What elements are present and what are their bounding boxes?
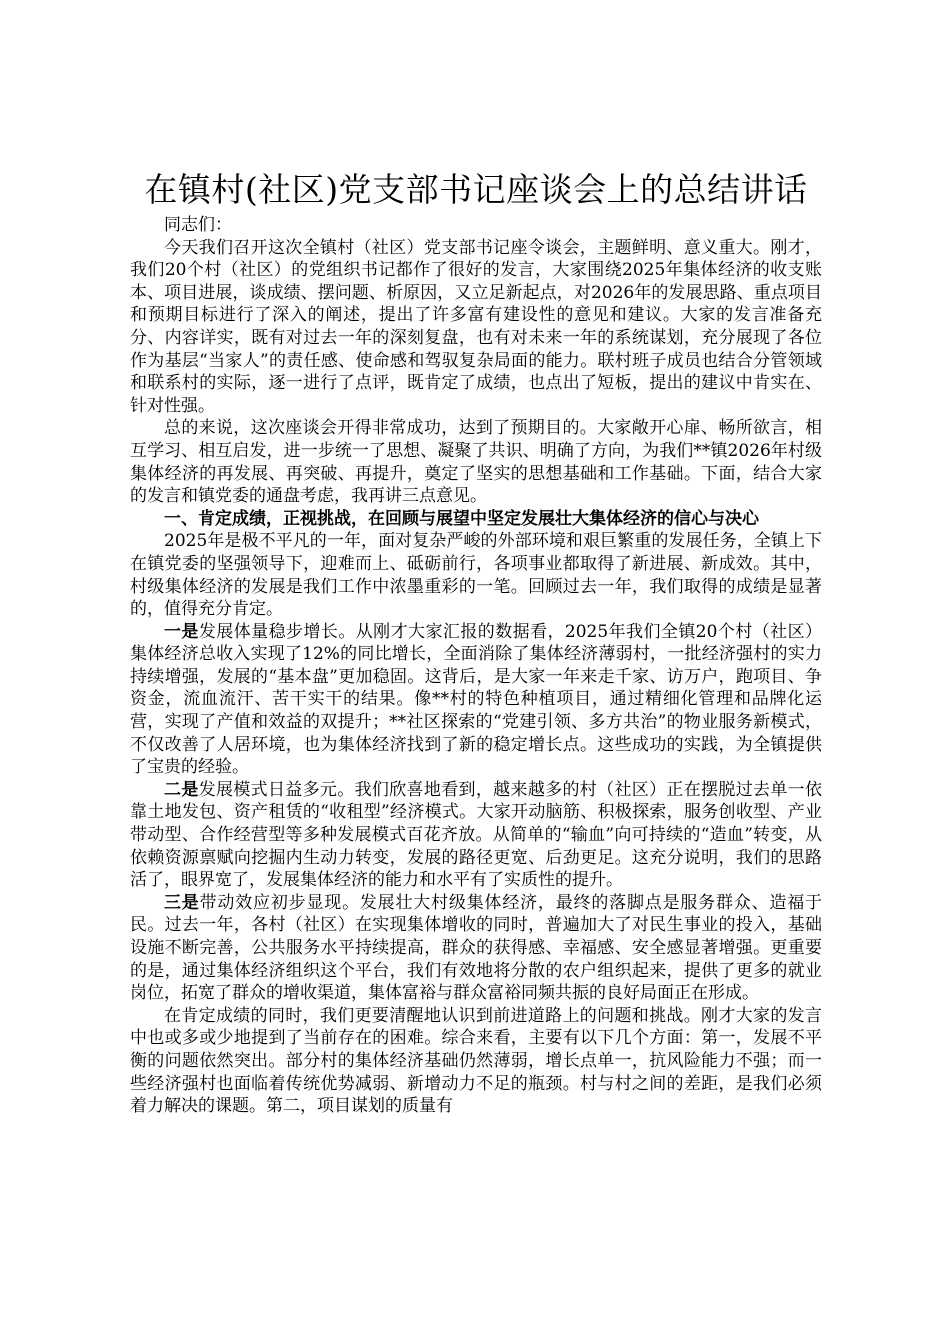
point-paragraph-1: [130, 621, 822, 779]
section1-intro: 2025年是极不平凡的一年，面对复杂严峻的外部环境和艰巨繁重的发展任务，全镇上下在镇党委的坚强领导下，迎难而上、砥砺前行，各项事业都取得了新进展、新成效。其中，村级集体经济的发展是我们工作中浓墨重彩的一笔。回顾过去一年，我们取得的成绩是显著的，值得充分肯定。: [130, 531, 822, 620]
greeting: 同志们：: [164, 215, 232, 235]
section-heading-1: 一、肯定成绩，正视挑战，在回顾与展望中坚定发展壮大集体经济的信心与决心: [164, 508, 759, 529]
point-lead-3: 三是: [164, 892, 200, 913]
paragraph-opening: 今天我们召开这次全镇村（社区）党支部书记座令谈会，主题鲜明、意义重大。刚才，我们20个村（社区）的党组织书记都作了很好的发言，大家围绕2025年集体经济的收支账本、项目进展，谈成绩、摆问题、析原因，又立足新起点，对2026年的发展思路、重点项目和预期目标进行了深入的阐述，提出了许多富有建设性的意见和建议。大家的发言准备充分、内容详实，既有对过去一年的深刻复盘，也有对未来一年的系统谋划，充分展现了各位作为基层“当家人”的责任感、使命感和驾驭复杂局面的能力。联村班子成员也结合分管领域和联系村的实际，逐一进行了点评，既肯定了成绩，也点出了短板，提出的建议中肯实在、针对性强。: [130, 237, 822, 416]
point-lead-2: 二是: [164, 779, 199, 800]
point-text-2: 发展模式日益多元。我们欣喜地看到，越来越多的村（社区）正在摆脱过去单一依靠土地发包、资产租赁的“收租型”经济模式。大家开动脑筋、积极探索，服务创收型、产业带动型、合作经营型等多种发展模式百花齐放。从简单的“输血”向可持续的“造血”转变，从依赖资源禀赋向挖掘内生动力转变，发展的路径更宽、后劲更足。这充分说明，我们的思路活了，眼界宽了，发展集体经济的能力和水平有了实质性的提升。: [130, 779, 823, 891]
point-text-1: 发展体量稳步增长。从刚才大家汇报的数据看，2025年我们全镇20个村（社区）集体经济总收入实现了12%的同比增长，全面消除了集体经济薄弱村，一批经济强村的实力持续增强，发展的“基本盘”更加稳固。这背后，是大家一年来走千家、访万户，跑项目、争资金，流血流汗、苦干实干的结果。像**村的特色种植项目，通过精细化管理和品牌化运营，实现了产值和效益的双提升；**社区探索的“党建引领、多方共治”的物业服务新模式，不仅改善了人居环境，也为集体经济找到了新的稳定增长点。这些成功的实践，为全镇提供了宝贵的经验。: [130, 621, 823, 778]
point-text-3: 带动效应初步显现。发展壮大村级集体经济，最终的落脚点是服务群众、造福于民。过去一年，各村（社区）在实现集体增收的同时，普遍加大了对民生事业的投入，基础设施不断完善，公共服务水平持续提高，群众的获得感、幸福感、安全感显著增强。更重要的是，通过集体经济组织这个平台，我们有效地将分散的农户组织起来，提供了更多的就业岗位，拓宽了群众的增收渠道，集体富裕与群众富裕同频共振的良好局面正在形成。: [130, 892, 823, 1004]
document-title: 在镇村(社区)党支部书记座谈会上的总结讲话: [144, 170, 808, 209]
paragraph-summary: 总的来说，这次座谈会开得非常成功，达到了预期目的。大家敞开心扉、畅所欲言，相互学习、相互启发，进一步统一了思想、凝聚了共识、明确了方向，为我们**镇2026年村级集体经济的再发展、再突破、再提升，奠定了坚实的思想基础和工作基础。下面，结合大家的发言和镇党委的通盘考虑，我再讲三点意见。: [130, 418, 822, 507]
point-paragraph-3: [130, 892, 822, 1005]
closing-paragraph: 在肯定成绩的同时，我们更要清醒地认识到前进道路上的问题和挑战。刚才大家的发言中也或多或少地提到了当前存在的困难。综合来看，主要有以下几个方面：第一，发展不平衡的问题依然突出。部分村的集体经济基础仍然薄弱，增长点单一，抗风险能力不强；而一些经济强村也面临着传统优势减弱、新增动力不足的瓶颈。村与村之间的差距，是我们必须着力解决的课题。第二，项目谋划的质量有: [130, 1005, 822, 1117]
point-lead-1: 一是: [164, 621, 199, 642]
document-page: [130, 166, 822, 1118]
point-paragraph-2: [130, 779, 822, 892]
